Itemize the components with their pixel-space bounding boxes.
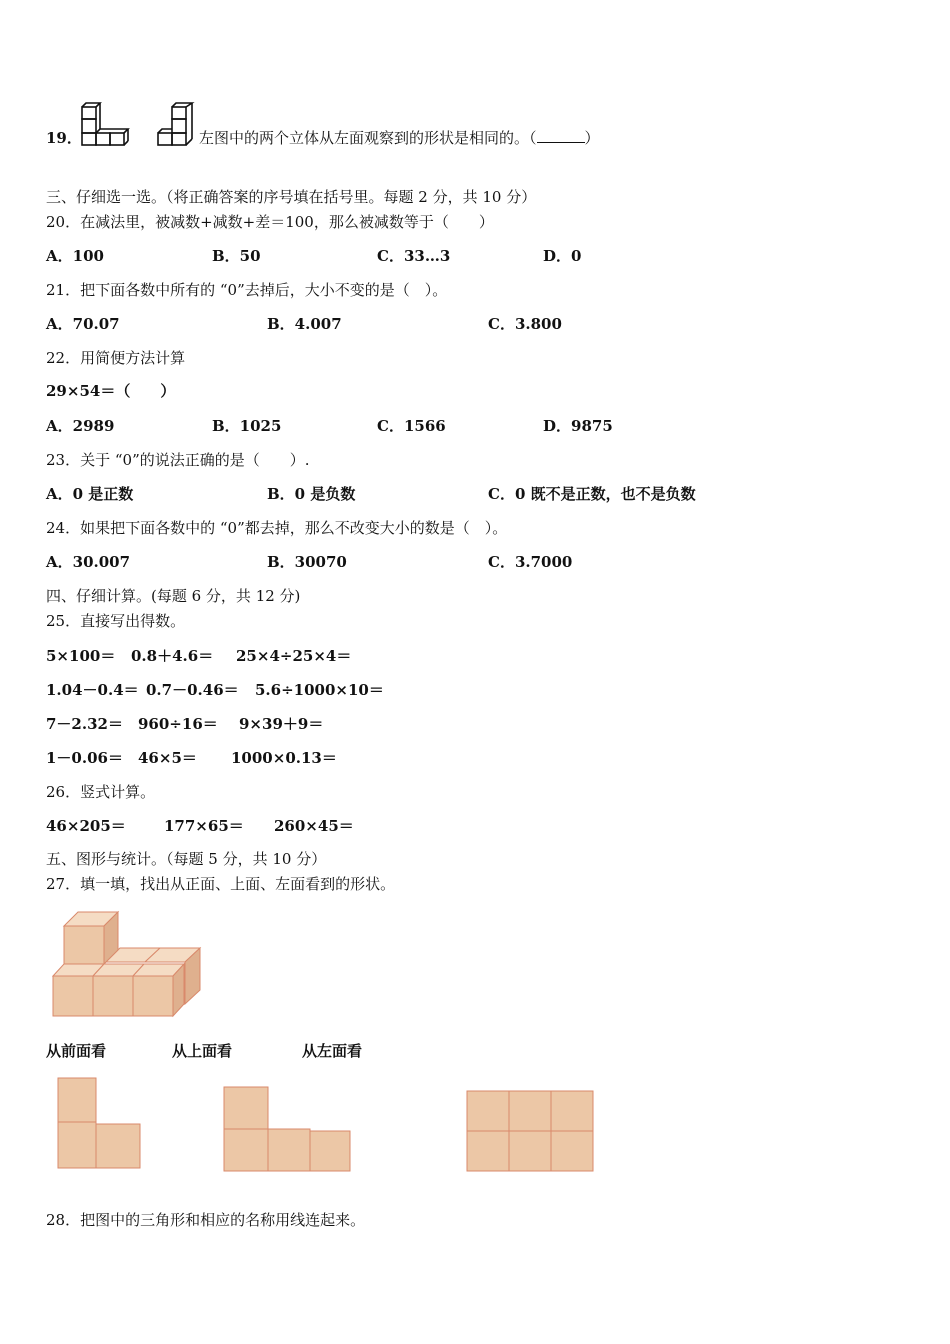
q23-option-b[interactable]: B．0 是负数 <box>267 485 356 503</box>
q20-option-a[interactable]: A．100 <box>46 247 104 265</box>
q25-item: 46×5＝ <box>138 749 197 767</box>
q19-statement <box>199 128 600 148</box>
section-3-heading: 三、仔细选一选。（将正确答案的序号填在括号里。每题 2 分，共 10 分） <box>46 188 537 206</box>
q27-question: 27．填一填，找出从正面、上面、左面看到的形状。 <box>46 875 396 893</box>
q21-option-b[interactable]: B．4.007 <box>267 315 342 333</box>
q27-label-left: 从左面看 <box>302 1042 363 1060</box>
q20-question: 20．在减法里，被减数+减数+差＝100，那么被减数等于（ ） <box>46 213 494 231</box>
q27-label-top: 从上面看 <box>172 1042 233 1060</box>
q25-item: 960÷16＝ <box>138 715 218 733</box>
q26-item: 260×45＝ <box>274 817 354 835</box>
q21-option-c[interactable]: C．3.800 <box>488 315 562 333</box>
q24-option-b[interactable]: B．30070 <box>267 553 347 571</box>
q25-item: 5×100＝ <box>46 647 116 665</box>
q25-item: 7－2.32＝ <box>46 715 123 733</box>
q26-item: 46×205＝ <box>46 817 126 835</box>
q26-question: 26．竖式计算。 <box>46 783 156 801</box>
q20-option-c[interactable]: C．33…3 <box>377 247 451 265</box>
q25-item: 1－0.06＝ <box>46 749 123 767</box>
q19-close-paren: ） <box>584 129 600 147</box>
q25-item: 1.04－0.4＝ <box>46 681 139 699</box>
q19-solid-right-figure <box>156 103 200 147</box>
q19-text: 左图中的两个立体从左面观察到的形状是相同的。（ <box>199 129 537 147</box>
q25-item: 5.6÷1000×10＝ <box>255 681 384 699</box>
q19-number: 19． <box>46 129 82 147</box>
q27-cube-stack-figure <box>50 906 205 1018</box>
q27-view-shape-1 <box>56 1076 142 1170</box>
q27-view-shape-2 <box>222 1085 352 1173</box>
q25-item: 1000×0.13＝ <box>231 749 337 767</box>
q24-option-c[interactable]: C．3.7000 <box>488 553 573 571</box>
q24-question: 24．如果把下面各数中的 “0”都去掉，那么不改变大小的数是（ ）。 <box>46 519 508 537</box>
q27-label-front: 从前面看 <box>46 1042 107 1060</box>
q25-item: 25×4÷25×4＝ <box>236 647 352 665</box>
q27-view-shape-3 <box>465 1089 595 1173</box>
q24-option-a[interactable]: A．30.007 <box>46 553 131 571</box>
q22-question: 22．用简便方法计算 <box>46 349 186 367</box>
q19-solid-left-figure <box>80 103 132 147</box>
q25-item: 0.7－0.46＝ <box>146 681 239 699</box>
section-4-heading: 四、仔细计算。(每题 6 分，共 12 分) <box>46 587 301 605</box>
q25-item: 0.8＋4.6＝ <box>131 647 214 665</box>
q21-question: 21．把下面各数中所有的 “0”去掉后，大小不变的是（ ）。 <box>46 281 448 299</box>
q23-option-c[interactable]: C．0 既不是正数，也不是负数 <box>488 485 696 503</box>
q21-option-a[interactable]: A．70.07 <box>46 315 120 333</box>
q22-option-a[interactable]: A．2989 <box>46 417 115 435</box>
q19-answer-blank[interactable] <box>537 128 585 143</box>
q25-question: 25．直接写出得数。 <box>46 612 186 630</box>
q22-option-b[interactable]: B．1025 <box>212 417 282 435</box>
q22-option-d[interactable]: D．9875 <box>543 417 613 435</box>
q26-item: 177×65＝ <box>164 817 244 835</box>
q20-option-d[interactable]: D．0 <box>543 247 582 265</box>
q20-option-b[interactable]: B．50 <box>212 247 261 265</box>
q22-option-c[interactable]: C．1566 <box>377 417 446 435</box>
q25-item: 9×39＋9＝ <box>239 715 324 733</box>
q28-question: 28．把图中的三角形和相应的名称用线连起来。 <box>46 1211 366 1229</box>
section-5-heading: 五、图形与统计。（每题 5 分，共 10 分） <box>46 850 327 868</box>
q23-option-a[interactable]: A．0 是正数 <box>46 485 134 503</box>
q22-expression: 29×54＝（ ） <box>46 382 176 400</box>
q23-question: 23．关于 “0”的说法正确的是（ ）. <box>46 451 310 469</box>
